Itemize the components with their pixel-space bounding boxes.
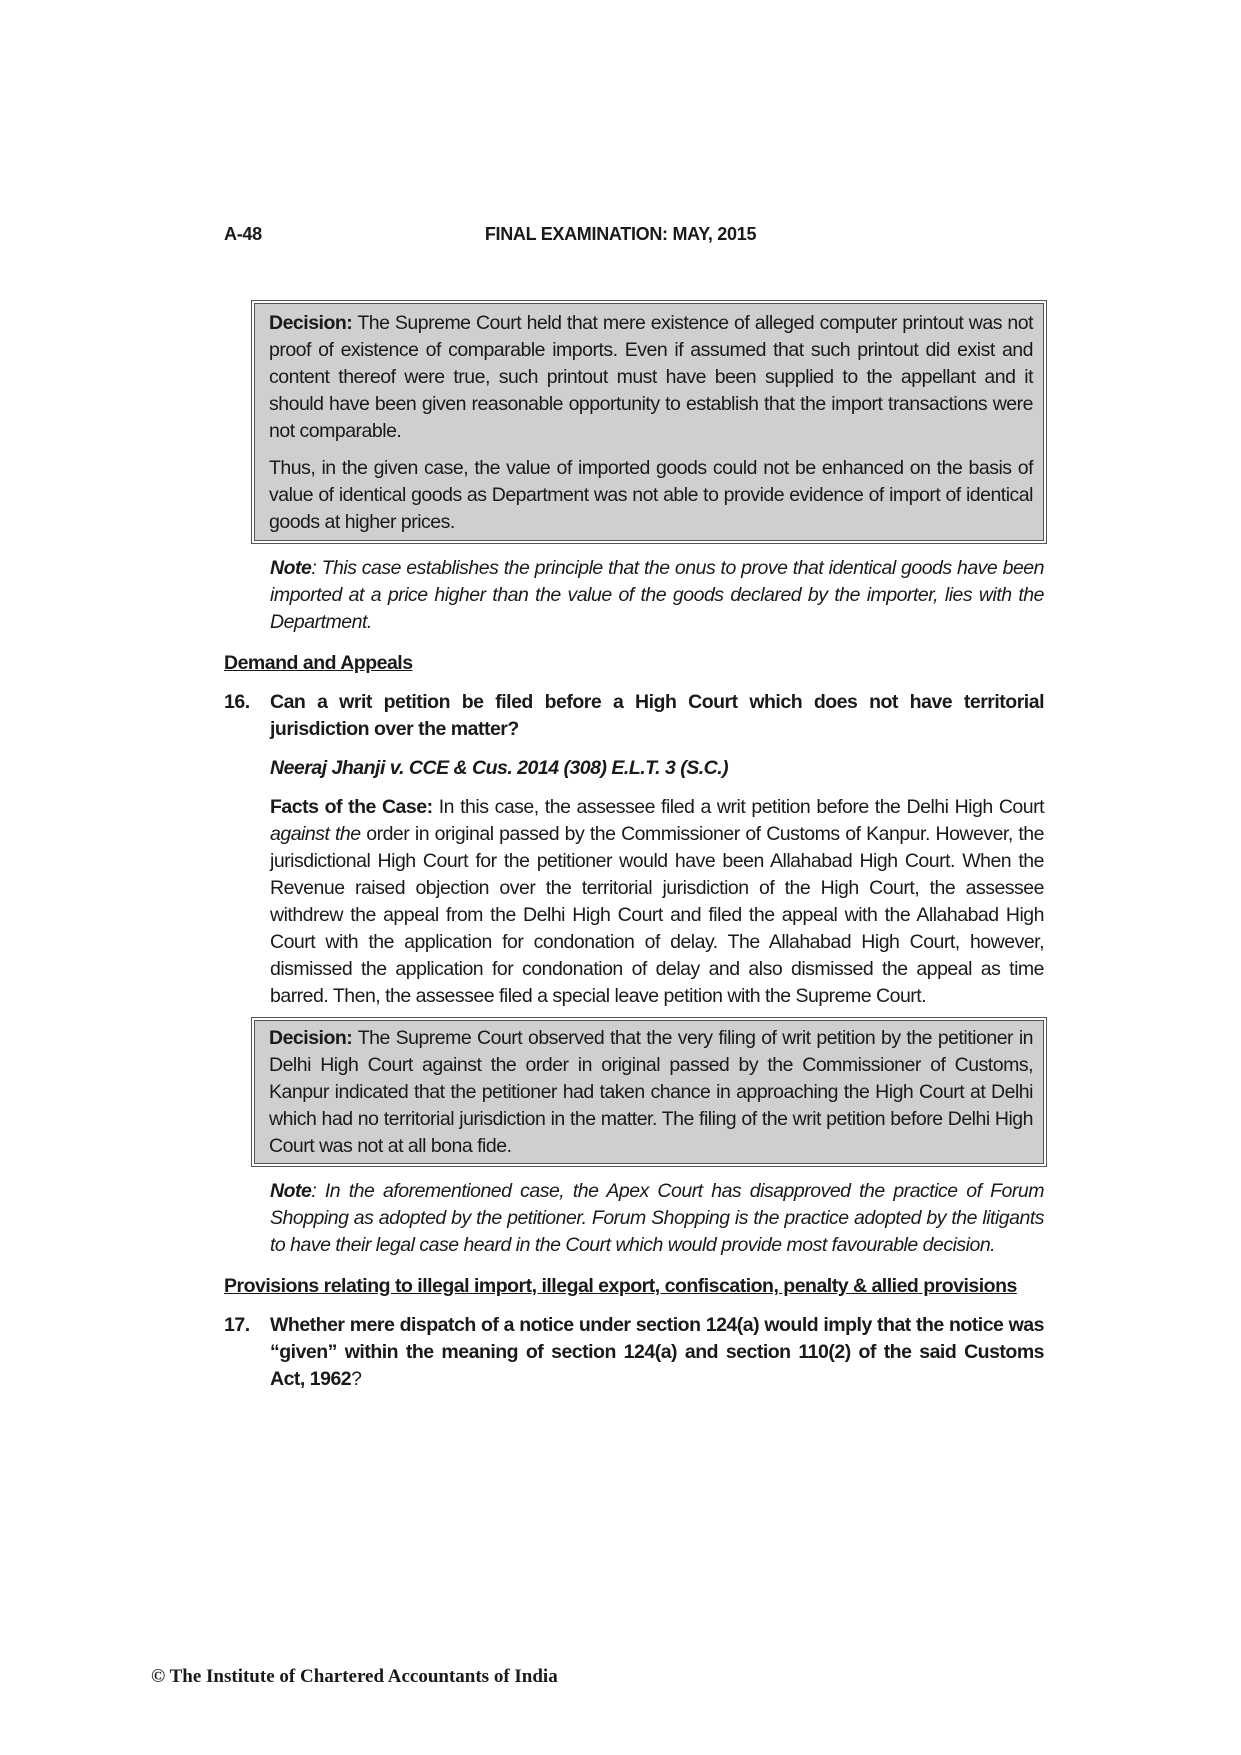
decision-text: The Supreme Court observed that the very filing of writ petition by the petitioner in Delhi High Court against the order in original passed by the Commissioner of Customs, Kanpur indicated that the petitioner had taken chance in approaching the High Court at Delhi which had no territorial jurisdiction in the matter. The filing of the writ petition before Delhi High Court was not at all bona fide. (269, 1027, 1033, 1157)
decision-text: The Supreme Court held that mere existence of alleged computer printout was not proof of existence of comparable imports. Even if assumed that such printout did exist and content thereof were true, such printout must have been supplied to the appellant and it should have been given reasonable opportunity to establish that the import transactions were not comparable. (269, 312, 1033, 442)
note-1 (270, 555, 1044, 636)
section-heading-demand-appeals: Demand and Appeals (224, 652, 413, 674)
footer-copyright: © The Institute of Chartered Accountants of India (151, 1666, 558, 1687)
decision-paragraph-2 (269, 1025, 1033, 1160)
note-label: Note (270, 1180, 312, 1202)
decision-box-2 (254, 1020, 1044, 1164)
note-label: Note (270, 557, 312, 579)
page-number: A-48 (224, 224, 262, 244)
page-header-title: FINAL EXAMINATION: MAY, 2015 (484, 224, 757, 244)
note-text: : This case establishes the principle that the onus to prove that identical goods have been imported at a price higher than the value of the goods declared by the importer, lies with the Department. (270, 557, 1044, 633)
question-suffix: ? (351, 1368, 362, 1390)
facts-italic: against the (270, 823, 361, 845)
question-text-main: Whether mere dispatch of a notice under section 124(a) would imply that the notice was “given” within the meaning of section 124(a) and section 110(2) of the said Customs Act, 1962 (270, 1314, 1044, 1390)
facts-text-1: In this case, the assessee filed a writ petition before the Delhi High Court (432, 796, 1044, 818)
page-content (224, 300, 1044, 1393)
question-16 (224, 689, 1044, 743)
question-number: 17. (224, 1314, 250, 1336)
decision-label: Decision: (269, 1027, 353, 1049)
facts-label: Facts of the Case: (270, 796, 433, 818)
question-number: 16. (224, 691, 250, 713)
question-text: Can a writ petition be filed before a High Court which does not have territorial jurisdiction over the matter? (270, 691, 1044, 740)
section-heading-provisions: Provisions relating to illegal import, illegal export, confiscation, penalty & allied provisions (224, 1275, 1017, 1297)
decision-box-1 (254, 303, 1044, 541)
facts-paragraph (270, 794, 1044, 1010)
facts-text-2: order in original passed by the Commissioner of Customs of Kanpur. However, the jurisdictional High Court for the petitioner would have been Allahabad High Court. When the Revenue raised objection over the territorial jurisdiction of the High Court, the assessee withdrew the appeal from the Delhi High Court and filed the appeal with the Allahabad High Court with the application for condonation of delay. The Allahabad High Court, however, dismissed the application for condonation of delay and also dismissed the appeal as time barred. Then, the assessee filed a special leave petition with the Supreme Court. (270, 823, 1044, 1007)
question-text (270, 1312, 1044, 1393)
conclusion-paragraph: Thus, in the given case, the value of imported goods could not be enhanced on the basis of value of identical goods as Department was not able to provide evidence of import of identical goods at higher prices. (269, 457, 1033, 533)
decision-label: Decision: (269, 312, 353, 334)
decision-paragraph-1 (269, 310, 1033, 445)
question-17 (224, 1312, 1044, 1393)
case-citation: Neeraj Jhanji v. CCE & Cus. 2014 (308) E.L.T. 3 (S.C.) (270, 757, 729, 779)
note-2 (270, 1178, 1044, 1259)
note-text: : In the aforementioned case, the Apex Court has disapproved the practice of Forum Shopping as adopted by the petitioner. Forum Shopping is the practice adopted by the litigants to have their legal case heard in the Court which would provide most favourable decision. (270, 1180, 1044, 1256)
